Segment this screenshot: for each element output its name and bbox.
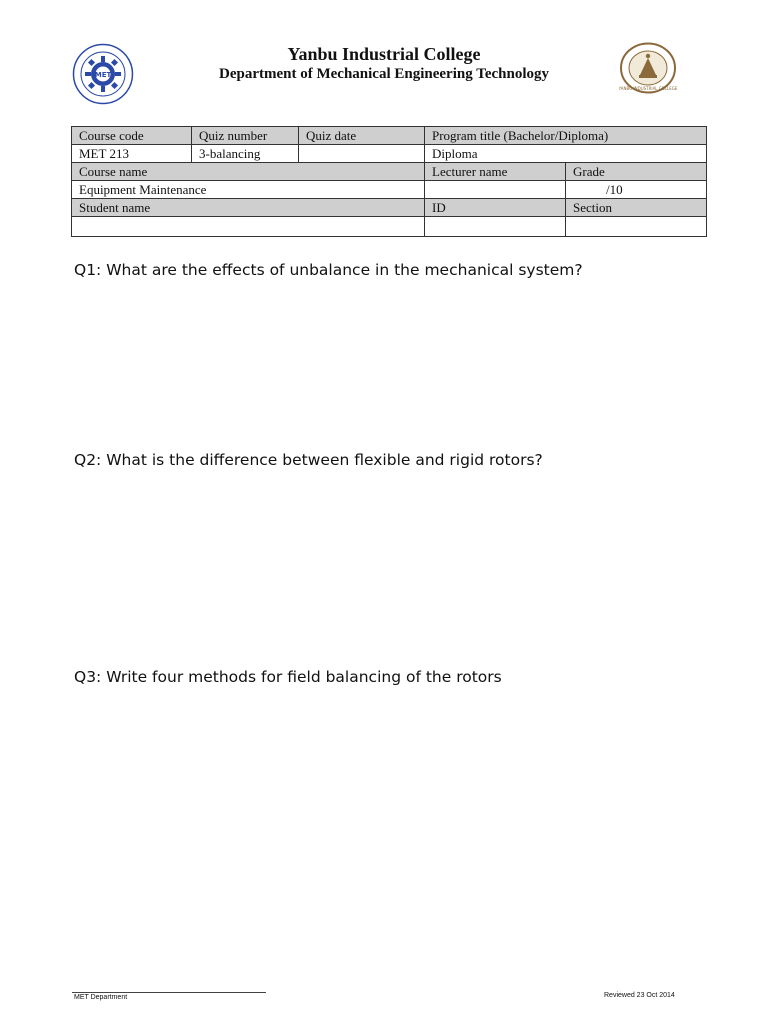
header-grade: Grade [566,163,707,181]
lecturer-name-value[interactable] [425,181,566,199]
quiz-number-value[interactable]: 3-balancing [192,145,299,163]
svg-text:YANBU INDUSTRIAL COLLEGE: YANBU INDUSTRIAL COLLEGE [619,86,677,91]
header-id: ID [425,199,566,217]
header-course-name: Course name [72,163,425,181]
header-course-code: Course code [72,127,192,145]
table-row [72,127,707,145]
department-name: Department of Mechanical Engineering Technology [219,66,549,82]
table-row [72,145,707,163]
header-student-name: Student name [72,199,425,217]
header-program-title: Program title (Bachelor/Diploma) [425,127,707,145]
course-code-value[interactable]: MET 213 [72,145,192,163]
table-row [72,181,707,199]
table-row [72,217,707,237]
course-name-value[interactable]: Equipment Maintenance [72,181,425,199]
header-quiz-number: Quiz number [192,127,299,145]
question-2: Q2: What is the difference between flexible and rigid rotors? [74,451,543,469]
footer-divider [72,992,266,993]
program-title-value[interactable]: Diploma [425,145,707,163]
id-value[interactable] [425,217,566,237]
grade-value[interactable]: /10 [566,181,707,199]
header-section: Section [566,199,707,217]
table-row [72,199,707,217]
question-3: Q3: Write four methods for field balancing of the rotors [74,668,502,686]
footer-reviewed-date: Reviewed 23 Oct 2014 [604,992,675,999]
quiz-date-value[interactable] [299,145,425,163]
section-value[interactable] [566,217,707,237]
quiz-info-table [71,126,707,237]
header-quiz-date: Quiz date [299,127,425,145]
table-row [72,163,707,181]
college-name: Yanbu Industrial College [287,44,481,64]
svg-text:MET: MET [94,71,112,79]
header-lecturer-name: Lecturer name [425,163,566,181]
student-name-value[interactable] [72,217,425,237]
question-1: Q1: What are the effects of unbalance in the mechanical system? [74,261,583,279]
footer-department: MET Department [74,994,128,1001]
